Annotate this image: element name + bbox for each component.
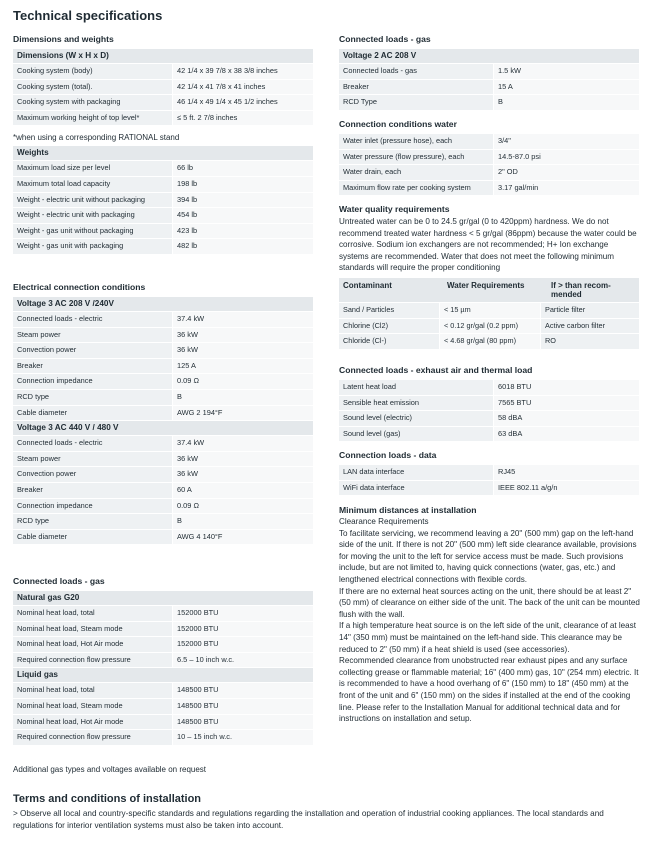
table-cell: < 4.68 gr/gal (80 ppm): [440, 334, 540, 349]
table-row: [339, 334, 639, 350]
table-row: [13, 730, 313, 746]
spec-label: Water drain, each: [339, 165, 493, 180]
electrical-section: [13, 282, 313, 545]
column-header: If > than recom-mended: [551, 280, 611, 299]
spec-label: Connected loads - gas: [339, 64, 493, 79]
spec-label: Maximum load size per level: [13, 161, 172, 176]
table-row: [13, 499, 313, 515]
spec-value: 152000 BTU: [173, 637, 313, 652]
terms-text: > Observe all local and country-specific standards and regulations regarding the installation and operation of industrial cooking appliances. The local standards and regulations for interior ventilation systems must also be taken into account.: [13, 809, 604, 830]
table-subheading: Liquid gas: [13, 668, 313, 683]
section-heading: Connected loads - gas: [13, 576, 105, 586]
table-cell: Chlorine (Cl2): [339, 319, 439, 334]
table-row: [339, 134, 639, 150]
table-row: [13, 637, 313, 653]
gas-section-left: [13, 576, 313, 774]
spec-value: 63 dBA: [494, 427, 639, 442]
spec-label: Weight - gas unit without packaging: [13, 224, 172, 239]
spec-value: 37.4 kW: [173, 436, 313, 451]
spec-label: Water pressure (flow pressure), each: [339, 150, 493, 165]
spec-value: 148500 BTU: [173, 699, 313, 714]
column-header: Contaminant: [343, 280, 392, 290]
table-row: [339, 481, 639, 497]
spec-label: Nominal heat load, Steam mode: [13, 699, 172, 714]
spec-label: Nominal heat load, Hot Air mode: [13, 715, 172, 730]
table-row: [13, 312, 313, 328]
spec-table: [339, 380, 639, 442]
section-heading: Connection conditions water: [339, 119, 457, 129]
spec-value: 42 1/4 x 41 7/8 x 41 inches: [173, 80, 313, 95]
section-heading: Connected loads - exhaust air and thermal load: [339, 365, 533, 375]
section-heading: Water quality requirements: [339, 204, 450, 214]
table-row: [13, 374, 313, 390]
spec-label: Nominal heat load, Steam mode: [13, 622, 172, 637]
table-row: [339, 80, 639, 96]
spec-value: AWG 4 140°F: [173, 530, 313, 545]
table-row: [13, 95, 313, 111]
section-heading: Connection loads - data: [339, 450, 437, 460]
spec-value: 58 dBA: [494, 411, 639, 426]
table-row: [13, 161, 313, 177]
table-row: [13, 452, 313, 468]
spec-label: Sound level (electric): [339, 411, 493, 426]
table-cell: < 15 µm: [440, 303, 540, 318]
spec-label: Required connection flow pressure: [13, 730, 172, 745]
table-row: [13, 715, 313, 731]
table-subheading: Voltage 3 AC 208 V /240V: [13, 297, 313, 312]
clearance-paragraph: If there are no external heat sources acting on the unit, there should be at least 2" (50 mm) of clearance on either side of the unit. The back of the unit can be mounted flush with the wall.: [339, 586, 640, 619]
spec-value: B: [173, 514, 313, 529]
table-cell: Particle filter: [541, 303, 639, 318]
table-row: [13, 467, 313, 483]
table-row: [339, 411, 639, 427]
table-row: [13, 343, 313, 359]
spec-value: 15 A: [494, 80, 639, 95]
spec-value: IEEE 802.11 a/g/n: [494, 481, 639, 496]
table-cell: Active carbon filter: [541, 319, 639, 334]
spec-label: Maximum flow rate per cooking system: [339, 181, 493, 196]
spec-value: 198 lb: [173, 177, 313, 192]
spec-label: Cooking system (total).: [13, 80, 172, 95]
table-row: [13, 530, 313, 546]
spec-label: Connected loads - electric: [13, 436, 172, 451]
table-row: [339, 64, 639, 80]
table-row: [339, 150, 639, 166]
spec-value: 0.09 Ω: [173, 374, 313, 389]
spec-label: Sound level (gas): [339, 427, 493, 442]
clearance-text: [339, 528, 641, 725]
spec-value: RJ45: [494, 465, 639, 480]
table-row: [13, 606, 313, 622]
spec-label: Steam power: [13, 328, 172, 343]
spec-value: AWG 2 194°F: [173, 406, 313, 421]
spec-value: 6.5 – 10 inch w.c.: [173, 653, 313, 668]
spec-table: [13, 591, 313, 746]
spec-label: Maximum working height of top level*: [13, 111, 172, 126]
table-cell: Sand / Particles: [339, 303, 439, 318]
table-row: [13, 622, 313, 638]
spec-value: 125 A: [173, 359, 313, 374]
clearance-subheading: Clearance Requirements: [339, 517, 429, 526]
spec-value: B: [173, 390, 313, 405]
spec-label: WiFi data interface: [339, 481, 493, 496]
table-row: [13, 239, 313, 255]
spec-value: 36 kW: [173, 467, 313, 482]
spec-label: Steam power: [13, 452, 172, 467]
water-quality-text: Untreated water can be 0 to 24.5 gr/gal (0 to 420ppm) hardness. We do not recommend treated water hardness < 5 gr/gal (86ppm) because the water could be corrosive. Sodium ion exchangers are not recommended; H+ Ion exchange systems are recommended. Water that does not meet the following minimum standards will require the proper conditioning: [339, 217, 637, 273]
spec-label: Weight - electric unit with packaging: [13, 208, 172, 223]
table-row: [13, 64, 313, 80]
spec-value: 14.5-87.0 psi: [494, 150, 639, 165]
table-row: [13, 483, 313, 499]
spec-value: 2" OD: [494, 165, 639, 180]
table-row: [13, 80, 313, 96]
footnote: *when using a corresponding RATIONAL stand: [13, 133, 180, 143]
spec-table: [13, 64, 313, 126]
table-row: [339, 465, 639, 481]
spec-value: B: [494, 95, 639, 110]
clearance-paragraph: If a high temperature heat source is on the left side of the unit, clearance of at least 14" (350 mm) must be maintained on the left-hand side. This clearance may be reduced to 2" (50 mm) if a heat shield is used (see accessories).: [339, 621, 636, 654]
spec-value: 482 lb: [173, 239, 313, 254]
spec-label: LAN data interface: [339, 465, 493, 480]
dimensions-section: [13, 34, 313, 255]
spec-label: Nominal heat load, Hot Air mode: [13, 637, 172, 652]
spec-label: RCD type: [13, 514, 172, 529]
spec-label: Connection impedance: [13, 499, 172, 514]
spec-value: 152000 BTU: [173, 606, 313, 621]
spec-label: Connection impedance: [13, 374, 172, 389]
table-subheading: Dimensions (W x H x D): [13, 49, 313, 64]
spec-label: Weight - electric unit without packaging: [13, 193, 172, 208]
section-heading: Dimensions and weights: [13, 34, 114, 44]
spec-label: Cooking system (body): [13, 64, 172, 79]
table-row: [339, 165, 639, 181]
section-heading: Electrical connection conditions: [13, 282, 146, 292]
spec-label: Convection power: [13, 343, 172, 358]
table-subheading: Voltage 2 AC 208 V: [339, 49, 639, 64]
table-row: [13, 406, 313, 422]
spec-value: 60 A: [173, 483, 313, 498]
table-row: [13, 683, 313, 699]
spec-label: Convection power: [13, 467, 172, 482]
table-row: [13, 390, 313, 406]
spec-value: 36 kW: [173, 343, 313, 358]
spec-label: Breaker: [13, 359, 172, 374]
spec-value: 394 lb: [173, 193, 313, 208]
spec-table: [13, 297, 313, 545]
table-row: [339, 319, 639, 335]
table-subheading: Weights: [13, 146, 313, 161]
section-heading: Connected loads - gas: [339, 34, 431, 44]
spec-label: Nominal heat load, total: [13, 606, 172, 621]
spec-value: 6018 BTU: [494, 380, 639, 395]
data-connection-section: [339, 450, 639, 496]
table-row: [13, 224, 313, 240]
spec-table: [339, 465, 639, 496]
spec-value: 454 lb: [173, 208, 313, 223]
table-subheading: Natural gas G20: [13, 591, 313, 606]
spec-value: 36 kW: [173, 328, 313, 343]
table-row: [13, 177, 313, 193]
spec-label: Sensible heat emission: [339, 396, 493, 411]
table-row: [13, 208, 313, 224]
table-row: [339, 181, 639, 197]
table-row: [13, 328, 313, 344]
spec-label: Breaker: [13, 483, 172, 498]
table-subheading: Voltage 3 AC 440 V / 480 V: [13, 421, 313, 436]
exhaust-section: [339, 365, 639, 442]
spec-label: RCD Type: [339, 95, 493, 110]
spec-label: Nominal heat load, total: [13, 683, 172, 698]
section-heading: Minimum distances at installation: [339, 505, 477, 515]
spec-value: 152000 BTU: [173, 622, 313, 637]
spec-label: Cooking system with packaging: [13, 95, 172, 110]
spec-value: 36 kW: [173, 452, 313, 467]
table-row: [13, 193, 313, 209]
table-row: [13, 699, 313, 715]
spec-label: Cable diameter: [13, 530, 172, 545]
table-row: [13, 359, 313, 375]
table-row: [13, 653, 313, 669]
table-cell: < 0.12 gr/gal (0.2 ppm): [440, 319, 540, 334]
spec-value: 37.4 kW: [173, 312, 313, 327]
spec-table: [339, 134, 639, 196]
table-header: [339, 278, 639, 303]
table-row: [13, 514, 313, 530]
spec-value: 7565 BTU: [494, 396, 639, 411]
spec-value: 3.17 gal/min: [494, 181, 639, 196]
table-row: [339, 303, 639, 319]
spec-label: Required connection flow pressure: [13, 653, 172, 668]
table-body: [339, 303, 639, 350]
table-row: [339, 427, 639, 443]
distances-section: [339, 505, 641, 725]
spec-value: 46 1/4 x 49 1/4 x 45 1/2 inches: [173, 95, 313, 110]
spec-value: ≤ 5 ft. 2 7/8 inches: [173, 111, 313, 126]
spec-label: Weight - gas unit with packaging: [13, 239, 172, 254]
gas-section-right: [339, 34, 639, 111]
clearance-paragraph: To facilitate servicing, we recommend leaving a 20" (500 mm) gap on the left-hand side of the unit. If there is not 20" (500 mm) left side clearance available, provisions for moving the unit to the left for service access must be made. Such provisions include, but are not limited to, having quick connections (water, gas, etc.) and lengthened electrical connections with flexible cords.: [339, 528, 637, 584]
spec-value: 148500 BTU: [173, 715, 313, 730]
spec-label: Cable diameter: [13, 406, 172, 421]
spec-value: 0.09 Ω: [173, 499, 313, 514]
spec-value: 148500 BTU: [173, 683, 313, 698]
spec-label: RCD type: [13, 390, 172, 405]
clearance-paragraph: Recommended clearance from unobstructed rear exhaust pipes and any surface collecting grease or flammable material; 16" (400 mm) gas, 10" (254 mm) electric. It is recommended to have a hood overhang of 6" (150 mm) to 18" (450 mm) at the front of the unit and 6" (150 mm) on the sides if installed at the end of the cooking line. Please refer to the Installation Manual for additional technical data and for instructions on installation and setup.: [339, 656, 639, 724]
spec-label: Connected loads - electric: [13, 312, 172, 327]
footnote: Additional gas types and voltages available on request: [13, 764, 207, 774]
spec-value: 1.5 kW: [494, 64, 639, 79]
spec-value: 423 lb: [173, 224, 313, 239]
spec-value: 3/4": [494, 134, 639, 149]
spec-label: Latent heat load: [339, 380, 493, 395]
water-section: [339, 119, 639, 196]
table-row: [339, 95, 639, 111]
spec-label: Maximum total load capacity: [13, 177, 172, 192]
table-row: [339, 380, 639, 396]
table-row: [339, 396, 639, 412]
water-quality-section: [339, 204, 639, 350]
spec-value: 42 1/4 x 39 7/8 x 38 3/8 inches: [173, 64, 313, 79]
spec-table: [13, 161, 313, 255]
water-quality-table: [339, 278, 639, 350]
spec-table: [339, 64, 639, 111]
spec-value: 10 – 15 inch w.c.: [173, 730, 313, 745]
spec-value: 66 lb: [173, 161, 313, 176]
terms-heading: Terms and conditions of installation: [13, 793, 202, 805]
column-header: Water Requirements: [447, 280, 525, 290]
table-row: [13, 436, 313, 452]
table-cell: RO: [541, 334, 639, 349]
table-row: [13, 111, 313, 127]
spec-label: Breaker: [339, 80, 493, 95]
spec-label: Water inlet (pressure hose), each: [339, 134, 493, 149]
table-cell: Chloride (Cl-): [339, 334, 439, 349]
page-title: Technical specifications: [13, 8, 163, 23]
